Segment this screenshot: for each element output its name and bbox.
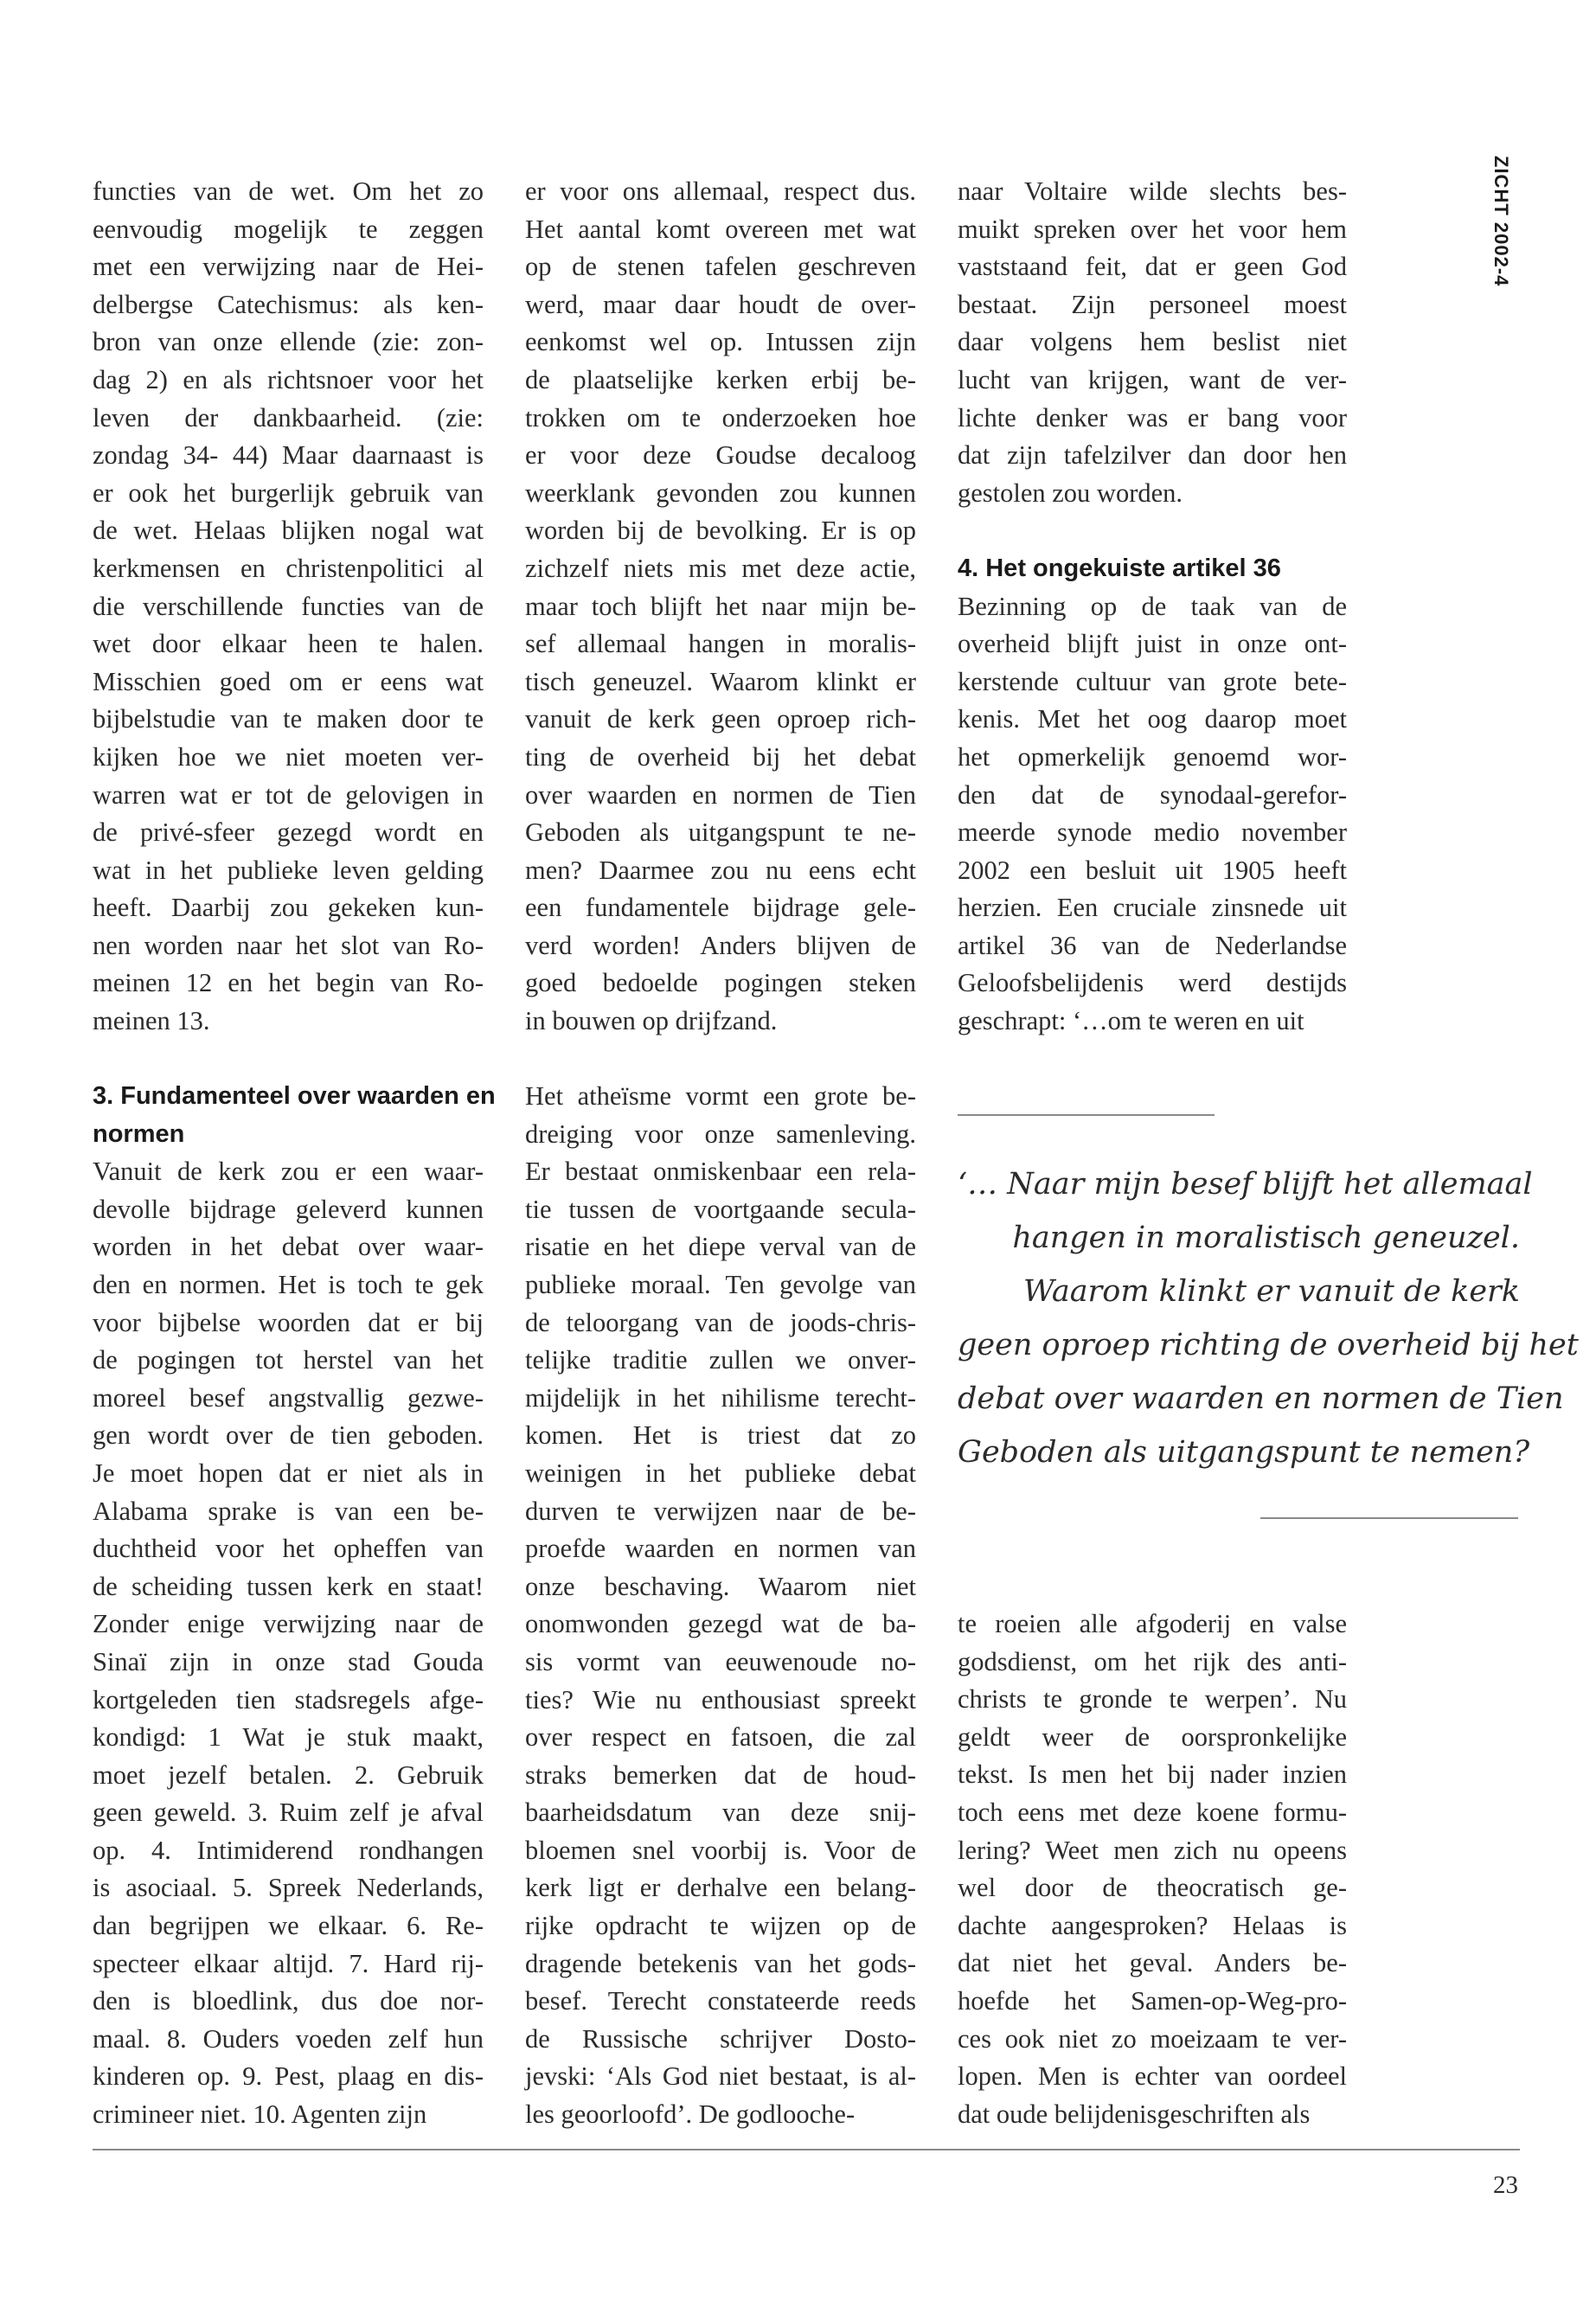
text-line: Het atheïsme vormt een grote be- xyxy=(525,1081,916,1111)
text-line: geen geweld. 3. Ruim zelf je afval xyxy=(93,1798,484,1828)
text-line: Er bestaat onmiskenbaar een rela- xyxy=(525,1157,916,1187)
text-line: publieke moraal. Ten gevolge van xyxy=(525,1269,916,1299)
text-line: men? Daarmee zou nu eens echt xyxy=(525,855,916,885)
text-line: de Russische schrijver Dosto- xyxy=(525,2023,916,2054)
text-line: trokken om te onderzoeken hoe xyxy=(525,402,916,433)
text-line: devolle bijdrage geleverd kunnen xyxy=(93,1194,484,1224)
text-line: kerk ligt er derhalve een belang- xyxy=(525,1873,916,1903)
text-line: christs te gronde te werpen’. Nu xyxy=(958,1684,1347,1715)
text-line: moet jezelf betalen. 2. Gebruik xyxy=(93,1759,484,1790)
text-line: bijbelstudie van te maken door te xyxy=(93,704,484,734)
text-line: lopen. Men is echter van oordeel xyxy=(958,2061,1347,2092)
text-line: ting de overheid bij het debat xyxy=(525,741,916,772)
text-line: zondag 34- 44) Maar daarnaast is xyxy=(93,440,484,471)
text-line: onomwonden gezegd wat de ba- xyxy=(525,1609,916,1639)
column-3-mid-text xyxy=(958,588,1347,1041)
pull-quote-bottom-rule xyxy=(1260,1517,1518,1519)
text-line: werd, maar daar houdt de over- xyxy=(525,289,916,319)
text-line: verd worden! Anders blijven de xyxy=(525,930,916,960)
text-line: meinen 13. xyxy=(93,1006,210,1036)
pull-quote-line: geen oproep richting de overheid bij het xyxy=(958,1328,1579,1362)
text-line: kenis. Met het oog daarop moet xyxy=(958,704,1347,734)
text-line: leven der dankbaarheid. (zie: xyxy=(93,402,484,433)
column-2-top xyxy=(525,173,916,1041)
text-line: tisch geneuzel. Waarom klinkt er xyxy=(525,666,916,696)
text-line: gen wordt over de tien geboden. xyxy=(93,1420,484,1451)
text-line: lucht van krijgen, want de ver- xyxy=(958,364,1347,394)
column-2-bottom xyxy=(525,1078,916,2134)
text-line: 2002 een besluit uit 1905 heeft xyxy=(958,855,1347,885)
running-head xyxy=(1486,156,1512,294)
text-line: kondigd: 1 Wat je stuk maakt, xyxy=(93,1722,484,1753)
text-line: daar volgens hem beslist niet xyxy=(958,327,1347,357)
text-line: komen. Het is triest dat zo xyxy=(525,1420,916,1451)
text-line: geldt weer de oorspronkelijke xyxy=(958,1721,1347,1752)
text-line: den dat de synodaal-gerefor- xyxy=(958,779,1347,810)
text-line: duchtheid voor het opheffen van xyxy=(93,1534,484,1564)
text-line: weerklank gevonden zou kunnen xyxy=(525,478,916,508)
text-line: met een verwijzing naar de Hei- xyxy=(93,252,484,282)
text-line: dreiging voor onze samenleving. xyxy=(525,1118,916,1149)
running-head-text: ZICHT 2002-4 xyxy=(1490,156,1512,287)
footer-rule xyxy=(93,2149,1520,2150)
text-line: geschrapt: ‘…om te weren en uit xyxy=(958,1006,1304,1036)
text-line: te roeien alle afgoderij en valse xyxy=(958,1609,1347,1638)
text-line: heeft. Daarbij zou gekeken kun- xyxy=(93,893,484,923)
text-line: dat oude belijdenisgeschriften als xyxy=(958,2099,1311,2129)
text-line: gestolen zou worden. xyxy=(958,478,1183,508)
pull-quote-line: debat over waarden en normen de Tien xyxy=(958,1381,1564,1416)
text-line: sef allemaal hangen in moralis- xyxy=(525,629,916,659)
text-line: Zonder enige verwijzing naar de xyxy=(93,1609,484,1639)
text-line: onze beschaving. Waarom niet xyxy=(525,1571,916,1601)
text-line: Sinaï zijn in onze stad Gouda xyxy=(93,1646,484,1676)
text-line: dachte aangesproken? Helaas is xyxy=(958,1910,1347,1940)
text-line: kinderen op. 9. Pest, plaag en dis- xyxy=(93,2061,484,2092)
column-1-top xyxy=(93,173,484,1041)
text-line: toch eens met deze koene formu- xyxy=(958,1797,1347,1827)
text-line: over waarden en normen de Tien xyxy=(525,779,916,810)
text-line: overheid blijft juist in onze ont- xyxy=(958,629,1347,659)
text-line: wel door de theocratisch ge- xyxy=(958,1873,1347,1903)
text-line: die verschillende functies van de xyxy=(93,591,484,621)
text-line: les geoorloofd’. De godlooche- xyxy=(525,2099,856,2130)
text-line: herzien. Een cruciale zinsnede uit xyxy=(958,893,1347,923)
text-line: Geloofsbelijdenis werd destijds xyxy=(958,968,1347,998)
column-3-top xyxy=(958,173,1347,1041)
text-line: worden in het debat over waar- xyxy=(93,1232,484,1262)
text-line: naar Voltaire wilde slechts bes- xyxy=(958,176,1347,206)
text-line: worden bij de bevolking. Er is op xyxy=(525,516,916,546)
pull-quote-line: hangen in moralistisch geneuzel. xyxy=(1012,1221,1520,1255)
section-heading-4 xyxy=(958,550,1347,588)
text-line: weinigen in het publieke debat xyxy=(525,1458,916,1488)
text-line: ces ook niet zo moeizaam te ver- xyxy=(958,2023,1347,2054)
text-line: op. 4. Intimiderend rondhangen xyxy=(93,1835,484,1865)
section-heading-3-line-2: normen xyxy=(93,1119,185,1148)
text-line: delbergse Catechismus: als ken- xyxy=(93,289,484,319)
text-line: bestaat. Zijn personeel moest xyxy=(958,289,1347,319)
text-line: een fundamentele bijdrage gele- xyxy=(525,893,916,923)
text-line: er voor ons allemaal, respect dus. xyxy=(525,176,916,206)
text-line: baarheidsdatum van deze snij- xyxy=(525,1798,916,1828)
text-line: meinen 12 en het begin van Ro- xyxy=(93,968,484,998)
text-line: wet door elkaar heen te halen. xyxy=(93,629,484,659)
text-line: Bezinning op de taak van de xyxy=(958,591,1347,621)
pull-quote-line: Waarom klinkt er vanuit de kerk xyxy=(1022,1274,1520,1309)
text-line: tie tussen de voortgaande secula- xyxy=(525,1194,916,1224)
column-3-top-text xyxy=(958,173,1347,512)
text-line: vaststaand feit, dat er geen God xyxy=(958,252,1347,282)
text-line: is asociaal. 5. Spreek Nederlands, xyxy=(93,1873,484,1903)
text-line: Misschien goed om er eens wat xyxy=(93,666,484,696)
text-line: maar toch blijft het naar mijn be- xyxy=(525,591,916,621)
text-line: de pogingen tot herstel van het xyxy=(93,1345,484,1375)
text-line: rijke opdracht te wijzen op de xyxy=(525,1911,916,1941)
text-line: de plaatselijke kerken erbij be- xyxy=(525,364,916,394)
text-line: op de stenen tafelen geschreven xyxy=(525,252,916,282)
text-line: kijken hoe we niet moeten ver- xyxy=(93,741,484,772)
pull-quote xyxy=(958,1157,1579,1479)
pull-quote-line: ‘… Naar mijn besef blijft het allemaal xyxy=(958,1167,1533,1202)
text-line: sis vormt van eeuwenoude no- xyxy=(525,1646,916,1676)
text-line: de wet. Helaas blijken nogal wat xyxy=(93,516,484,546)
column-3-bottom xyxy=(958,1606,1347,2133)
text-line: dat zijn tafelzilver dan door hen xyxy=(958,440,1347,471)
text-line: straks bemerken dat de houd- xyxy=(525,1759,916,1790)
text-line: Vanuit de kerk zou er een waar- xyxy=(93,1157,484,1187)
text-line: Geboden als uitgangspunt te ne- xyxy=(525,817,916,848)
section-heading-4-line: 4. Het ongekuiste artikel 36 xyxy=(958,554,1281,582)
text-line: nen worden naar het slot van Ro- xyxy=(93,930,484,960)
text-line: den en normen. Het is toch te gek xyxy=(93,1269,484,1299)
section-heading-3 xyxy=(93,1078,496,1153)
text-line: lichte denker was er bang voor xyxy=(958,402,1347,433)
text-line: Je moet hopen dat er niet als in xyxy=(93,1458,484,1488)
text-line: artikel 36 van de Nederlandse xyxy=(958,930,1347,960)
text-line: den is bloedlink, dus doe nor- xyxy=(93,1986,484,2016)
text-line: warren wat er tot de gelovigen in xyxy=(93,779,484,810)
text-line: specteer elkaar altijd. 7. Hard rij- xyxy=(93,1948,484,1978)
text-line: over respect en fatsoen, die zal xyxy=(525,1722,916,1753)
text-line: goed bedoelde pogingen steken xyxy=(525,968,916,998)
text-line: Het aantal komt overeen met wat xyxy=(525,214,916,244)
text-line: vanuit de kerk geen oproep rich- xyxy=(525,704,916,734)
text-line: dragende betekenis van het gods- xyxy=(525,1948,916,1978)
text-line: bron van onze ellende (zie: zon- xyxy=(93,327,484,357)
column-1-bottom-text xyxy=(93,1153,484,2133)
pull-quote-top-rule xyxy=(958,1114,1215,1116)
text-line: functies van de wet. Om het zo xyxy=(93,176,484,206)
text-line: het opmerkelijk genoemd wor- xyxy=(958,741,1347,772)
text-line: dan begrijpen we elkaar. 6. Re- xyxy=(93,1911,484,1941)
text-line: Alabama sprake is van een be- xyxy=(93,1496,484,1526)
text-line: kerstende cultuur van grote bete- xyxy=(958,666,1347,696)
text-line: maal. 8. Ouders voeden zelf hun xyxy=(93,2023,484,2054)
text-line: wat in het publieke leven gelding xyxy=(93,855,484,885)
text-line: in bouwen op drijfzand. xyxy=(525,1006,778,1036)
page-number: 23 xyxy=(1493,2171,1518,2199)
text-line: ties? Wie nu enthousiast spreekt xyxy=(525,1684,916,1715)
text-line: kortgeleden tien stadsregels afge- xyxy=(93,1684,484,1715)
text-line: bloemen snel voorbij is. Voor de xyxy=(525,1835,916,1865)
text-line: proefde waarden en normen van xyxy=(525,1534,916,1564)
text-line: godsdienst, om het rijk des anti- xyxy=(958,1646,1347,1676)
text-line: durven te verwijzen naar de be- xyxy=(525,1496,916,1526)
text-line: lering? Weet men zich nu opeens xyxy=(958,1835,1347,1865)
text-line: eenvoudig mogelijk te zeggen xyxy=(93,214,484,244)
text-line: er ook het burgerlijk gebruik van xyxy=(93,478,484,508)
text-line: crimineer niet. 10. Agenten zijn xyxy=(93,2099,427,2130)
section-heading-3-line-1: 3. Fundamenteel over waarden en xyxy=(93,1082,496,1110)
text-line: dag 2) en als richtsnoer voor het xyxy=(93,364,484,394)
text-line: meerde synode medio november xyxy=(958,817,1347,848)
text-line: telijke traditie zullen we onver- xyxy=(525,1345,916,1375)
text-line: de scheiding tussen kerk en staat! xyxy=(93,1571,484,1601)
text-line: kerkmensen en christenpolitici al xyxy=(93,553,484,583)
text-line: besef. Terecht constateerde reeds xyxy=(525,1986,916,2016)
column-1-bottom xyxy=(93,1078,496,2134)
text-line: eenkomst wel op. Intussen zijn xyxy=(525,327,916,357)
text-line: er voor deze Goudse decaloog xyxy=(525,440,916,471)
text-line: de teloorgang van de joods-chris- xyxy=(525,1307,916,1337)
text-line: tekst. Is men het bij nader inzien xyxy=(958,1759,1347,1790)
text-line: jevski: ‘Als God niet bestaat, is al- xyxy=(525,2061,916,2092)
text-line: moreel besef angstvallig gezwe- xyxy=(93,1382,484,1413)
text-line: voor bijbelse woorden dat er bij xyxy=(93,1307,484,1337)
text-line: mijdelijk in het nihilisme terecht- xyxy=(525,1382,916,1413)
text-line: risatie en het diepe verval van de xyxy=(525,1232,916,1262)
text-line: dat niet het geval. Anders be- xyxy=(958,1948,1347,1978)
text-line: muikt spreken over het voor hem xyxy=(958,214,1347,244)
text-line: hoefde het Samen-op-Weg-pro- xyxy=(958,1985,1347,2016)
text-line: zichzelf niets mis met deze actie, xyxy=(525,553,916,583)
pull-quote-line: Geboden als uitgangspunt te nemen? xyxy=(958,1435,1530,1470)
text-line: de privé-sfeer gezegd wordt en xyxy=(93,817,484,848)
